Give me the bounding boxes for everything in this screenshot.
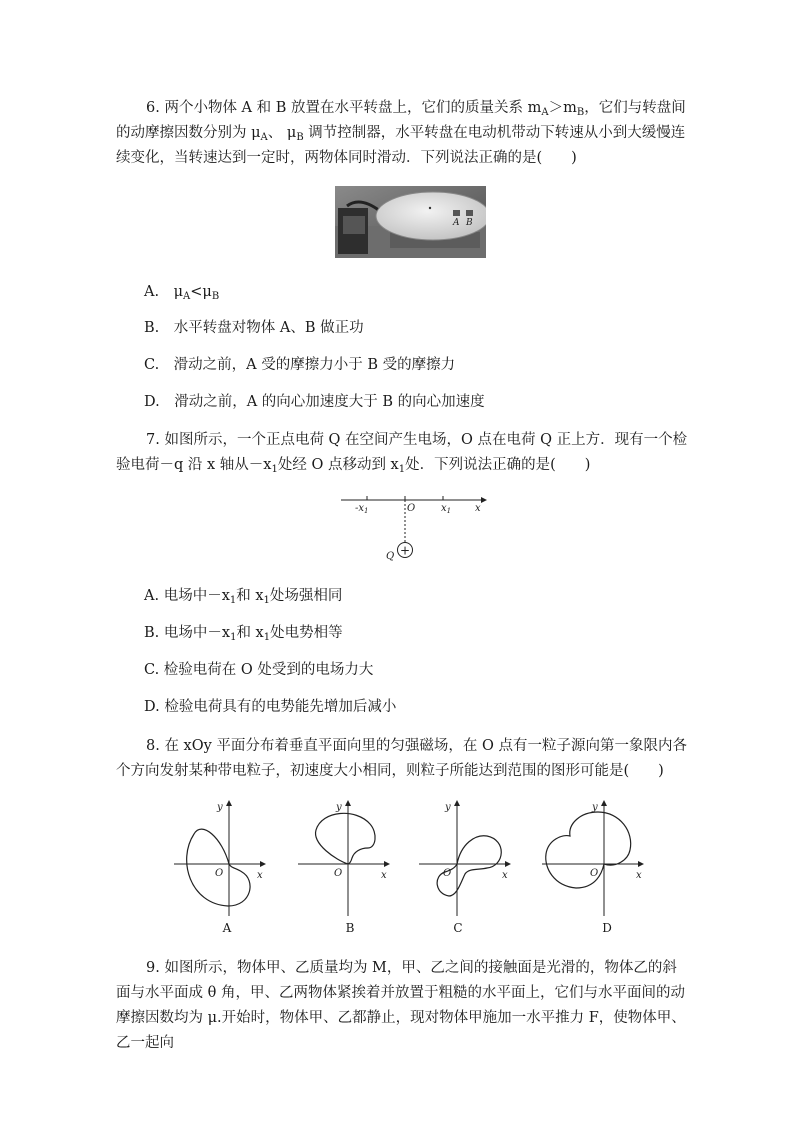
y-arrow-icon xyxy=(226,800,232,806)
q7-stem: 7. 如图所示，一个正点电荷 Q 在空间产生电场，O 点在电荷 Q 正上方．现有一个检验电荷－q 沿 x 轴从$-x_1$处经 O 点移动到 $x_1$处．下列说法正确的是( ) xyxy=(116,432,688,475)
y-arrow-icon xyxy=(454,800,460,806)
region-shape xyxy=(546,812,631,888)
q6-option-b[interactable]: B. 水平转盘对物体 A、B 做正功 xyxy=(144,320,364,336)
svg-text:x: x xyxy=(257,870,263,881)
x-arrow-icon xyxy=(384,861,390,867)
svg-text:y: y xyxy=(217,802,223,813)
svg-text:O: O xyxy=(443,868,452,879)
q8-figure-d xyxy=(540,798,650,918)
label-q: Q xyxy=(386,551,395,562)
label-neg-x1: $-x_1$ xyxy=(355,503,369,515)
q7-option-d[interactable]: D. 检验电荷具有的电势能先增加后减小 xyxy=(144,699,397,715)
svg-text:y: y xyxy=(336,802,342,813)
label-o: O xyxy=(407,503,416,514)
svg-text:O: O xyxy=(215,868,224,879)
q8-figure-b xyxy=(296,798,396,918)
photo-label-a: A xyxy=(453,218,460,228)
q7-option-b[interactable]: B. 电场中$-x_1$和 $x_1$处电势相等 xyxy=(144,625,343,643)
y-arrow-icon xyxy=(601,800,607,806)
svg-text:x: x xyxy=(636,870,642,881)
label-x: x xyxy=(475,503,481,514)
svg-text:y: y xyxy=(445,802,451,813)
x-arrow-icon xyxy=(260,861,266,867)
q6-stem: 6. 两个小物体 A 和 B 放置在水平转盘上，它们的质量关系 $m_A>m_B$，它们与转盘间的动摩擦因数分别为 $\mu_A$、 $\mu_B$ 调节控制器，水平转盘在电动机带动下转速从小到大缓慢连续变化，当转速达到一定时，两物体同时滑动．下列说法正确的是( ) xyxy=(116,100,686,166)
caption-c[interactable]: C xyxy=(453,921,463,935)
svg-text:x: x xyxy=(502,870,508,881)
charge-axis-figure xyxy=(335,490,495,570)
photo-label-b: B xyxy=(466,218,473,228)
region-shape xyxy=(316,813,376,864)
q8-stem: 8. 在 xOy 平面分布着垂直平面向里的匀强磁场，在 O 点有一粒子源向第一象限内各个方向发射某种带电粒子，初速度大小相同，则粒子所能达到范围的图形可能是( ) xyxy=(116,738,688,779)
q9-stem: 9. 如图所示，物体甲、乙质量均为 M，甲、乙之间的接触面是光滑的，物体乙的斜面与水平面成 θ 角，甲、乙两物体紧挨着并放置于粗糙的水平面上，它们与水平面间的动摩擦因数均为 μ.开始时，物体甲、乙都静止，现对物体甲施加一水平推力 F，使物体甲、乙一起向 xyxy=(116,960,686,1051)
q6-option-d[interactable]: D. 滑动之前，A 的向心加速度大于 B 的向心加速度 xyxy=(144,394,485,410)
q6-option-a[interactable]: A. $\mu_A<\mu_B$ xyxy=(144,284,220,302)
x-arrow-icon xyxy=(505,861,511,867)
q7-option-c[interactable]: C. 检验电荷在 O 处受到的电场力大 xyxy=(144,662,374,678)
svg-text:x: x xyxy=(381,870,387,881)
turntable-photo xyxy=(335,186,486,258)
q8-figure-c xyxy=(417,798,517,918)
q6-option-c[interactable]: C. 滑动之前，A 受的摩擦力小于 B 受的摩擦力 xyxy=(144,357,456,373)
q8-figure-a xyxy=(172,798,272,918)
label-x1: $x_1$ xyxy=(441,503,452,515)
svg-text:+: + xyxy=(399,543,411,558)
svg-text:y: y xyxy=(592,802,598,813)
x-axis-arrow-icon xyxy=(481,497,487,503)
caption-b[interactable]: B xyxy=(345,921,355,935)
region-shape xyxy=(437,836,501,896)
y-arrow-icon xyxy=(345,800,351,806)
caption-a[interactable]: A xyxy=(222,921,232,935)
svg-text:O: O xyxy=(334,868,343,879)
x-arrow-icon xyxy=(638,861,644,867)
q7-option-a[interactable]: A. 电场中$-x_1$和 $x_1$处场强相同 xyxy=(144,588,343,606)
svg-text:O: O xyxy=(590,868,599,879)
caption-d[interactable]: D xyxy=(602,921,612,935)
